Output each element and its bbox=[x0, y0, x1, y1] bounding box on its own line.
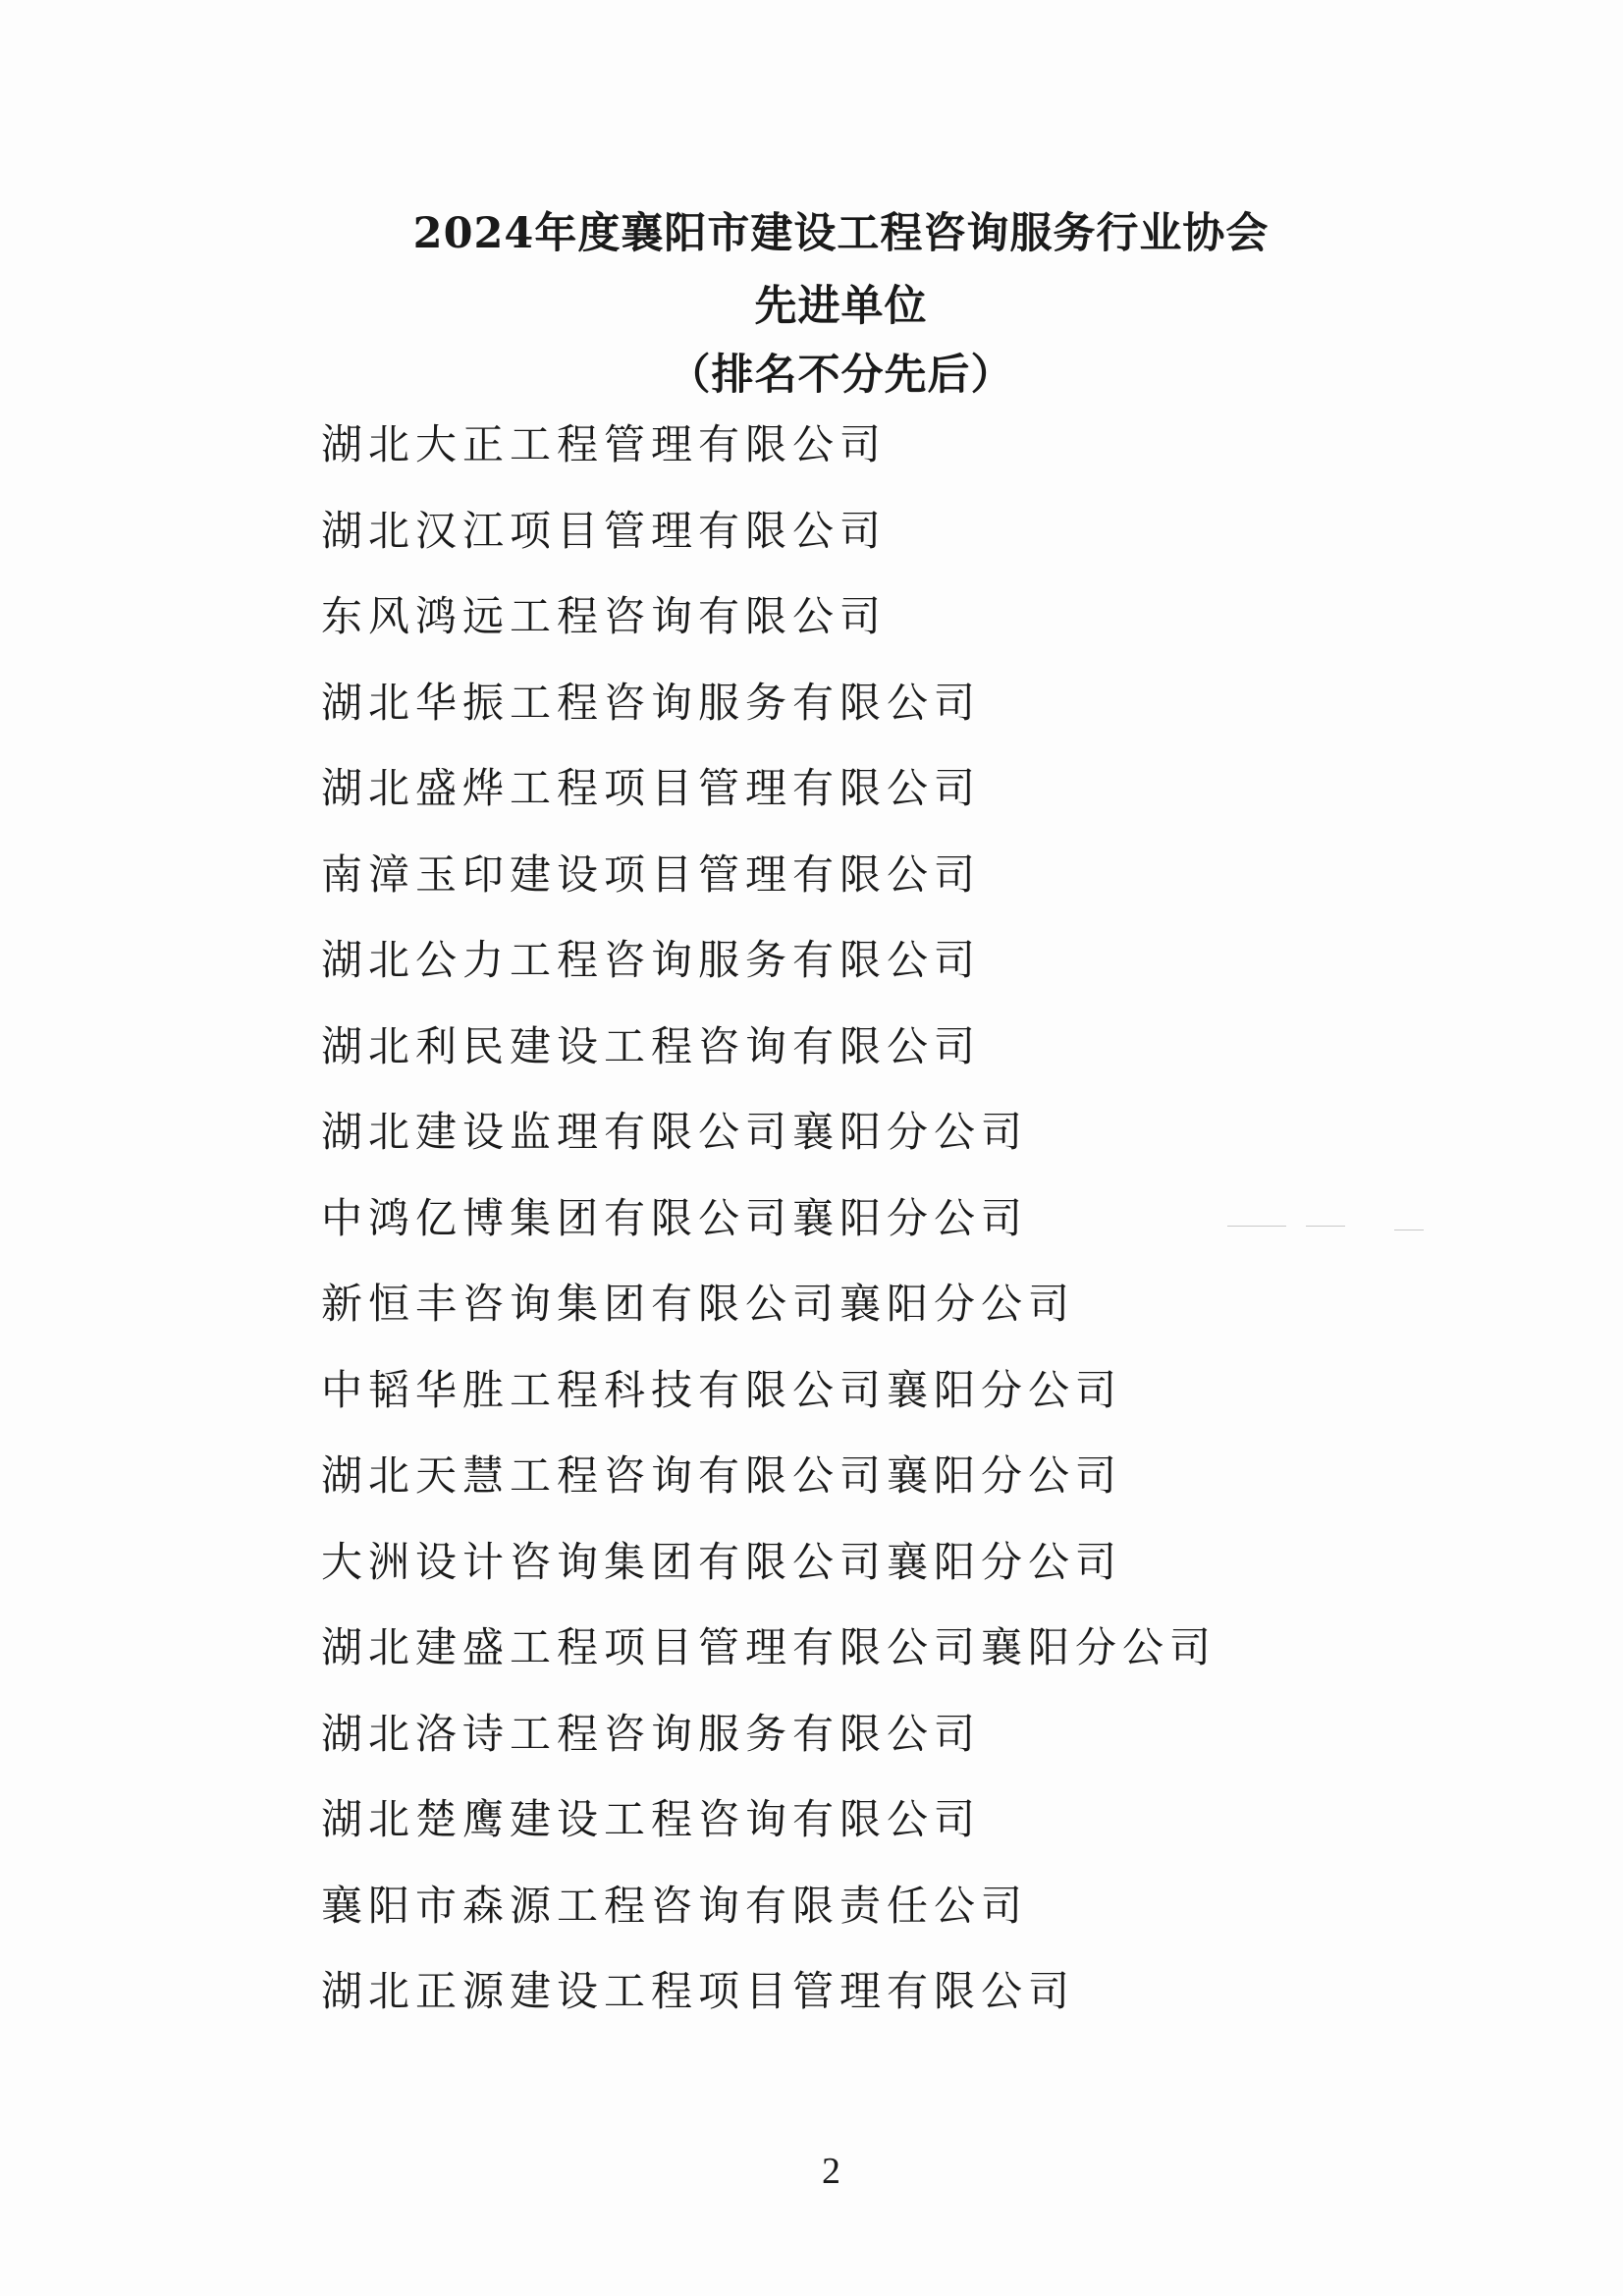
unit-item: 湖北华振工程咨询服务有限公司 bbox=[321, 678, 982, 727]
unit-item: 南漳玉印建设项目管理有限公司 bbox=[321, 849, 982, 899]
unit-item: 湖北利民建设工程咨询有限公司 bbox=[321, 1021, 982, 1070]
document-title: 2024年度襄阳市建设工程咨询服务行业协会 bbox=[412, 209, 1270, 258]
scan-artifact bbox=[1306, 1226, 1345, 1227]
unit-item: 湖北天慧工程咨询有限公司襄阳分公司 bbox=[321, 1451, 1123, 1500]
unit-item: 湖北汉江项目管理有限公司 bbox=[321, 506, 888, 555]
unit-item: 湖北洛诗工程咨询服务有限公司 bbox=[321, 1709, 982, 1758]
unit-item: 中鸿亿博集团有限公司襄阳分公司 bbox=[321, 1193, 1029, 1242]
unit-item: 中韬华胜工程科技有限公司襄阳分公司 bbox=[321, 1365, 1123, 1414]
scan-artifact bbox=[1227, 1226, 1286, 1227]
unit-item: 襄阳市森源工程咨询有限责任公司 bbox=[321, 1881, 1029, 1930]
unit-item: 新恒丰咨询集团有限公司襄阳分公司 bbox=[321, 1280, 1076, 1328]
unit-item: 大洲设计咨询集团有限公司襄阳分公司 bbox=[321, 1537, 1123, 1586]
unit-item: 湖北建盛工程项目管理有限公司襄阳分公司 bbox=[321, 1623, 1217, 1671]
page-number: 2 bbox=[822, 2151, 840, 2192]
unit-list bbox=[321, 415, 1217, 2049]
unit-item: 湖北大正工程管理有限公司 bbox=[321, 420, 888, 468]
document-subtitle: 先进单位 bbox=[754, 282, 928, 331]
unit-item: 湖北建设监理有限公司襄阳分公司 bbox=[321, 1108, 1029, 1156]
unit-item: 湖北正源建设工程项目管理有限公司 bbox=[321, 1967, 1076, 2015]
unit-item: 湖北盛烨工程项目管理有限公司 bbox=[321, 764, 982, 812]
unit-item: 湖北楚鹰建设工程咨询有限公司 bbox=[321, 1795, 982, 1843]
unit-item: 湖北公力工程咨询服务有限公司 bbox=[321, 936, 982, 984]
ranking-note: （排名不分先后） bbox=[668, 351, 1014, 400]
unit-item: 东风鸿远工程咨询有限公司 bbox=[321, 592, 888, 640]
